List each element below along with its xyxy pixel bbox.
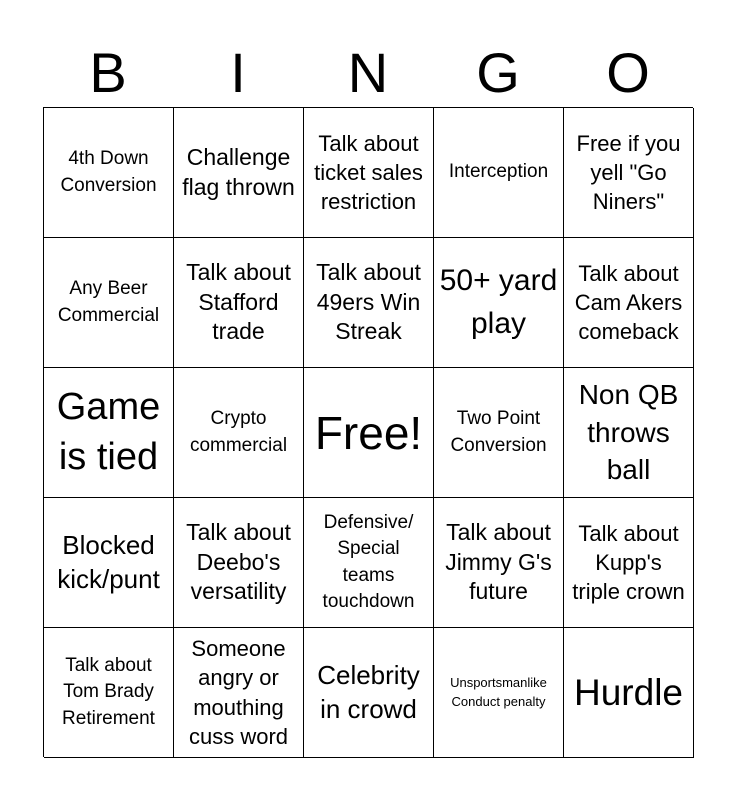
bingo-cell: Talk about ticket sales restriction — [304, 108, 434, 238]
bingo-cell: Talk about Kupp's triple crown — [564, 498, 694, 628]
bingo-cell: Someone angry or mouthing cuss word — [174, 628, 304, 758]
bingo-header — [43, 40, 693, 106]
bingo-cell: Crypto commercial — [174, 368, 304, 498]
bingo-cell: Talk about Stafford trade — [174, 238, 304, 368]
bingo-cell: Free if you yell "Go Niners" — [564, 108, 694, 238]
bingo-cell: Talk about Jimmy G's future — [434, 498, 564, 628]
bingo-cell: Celebrity in crowd — [304, 628, 434, 758]
bingo-cell: 4th Down Conversion — [44, 108, 174, 238]
bingo-cell: Two Point Conversion — [434, 368, 564, 498]
bingo-cell: Unsportsmanlike Conduct penalty — [434, 628, 564, 758]
bingo-cell: 50+ yard play — [434, 238, 564, 368]
free-space-cell: Free! — [304, 368, 434, 498]
header-letter-g: G — [476, 41, 520, 104]
header-letter-i: I — [230, 41, 246, 104]
bingo-cell: Game is tied — [44, 368, 174, 498]
bingo-cell: Non QB throws ball — [564, 368, 694, 498]
bingo-cell: Defensive/ Special teams touchdown — [304, 498, 434, 628]
bingo-cell: Hurdle — [564, 628, 694, 758]
bingo-cell: Any Beer Commercial — [44, 238, 174, 368]
header-letter-n: N — [347, 41, 389, 104]
bingo-cell: Talk about Deebo's versatility — [174, 498, 304, 628]
bingo-cell: Talk about Tom Brady Retirement — [44, 628, 174, 758]
bingo-board — [43, 107, 693, 757]
header-letter-o: O — [606, 41, 650, 104]
bingo-cell: Challenge flag thrown — [174, 108, 304, 238]
bingo-cell: Interception — [434, 108, 564, 238]
bingo-cell: Talk about Cam Akers comeback — [564, 238, 694, 368]
header-letter-b: B — [89, 41, 127, 104]
bingo-cell: Blocked kick/punt — [44, 498, 174, 628]
bingo-cell: Talk about 49ers Win Streak — [304, 238, 434, 368]
